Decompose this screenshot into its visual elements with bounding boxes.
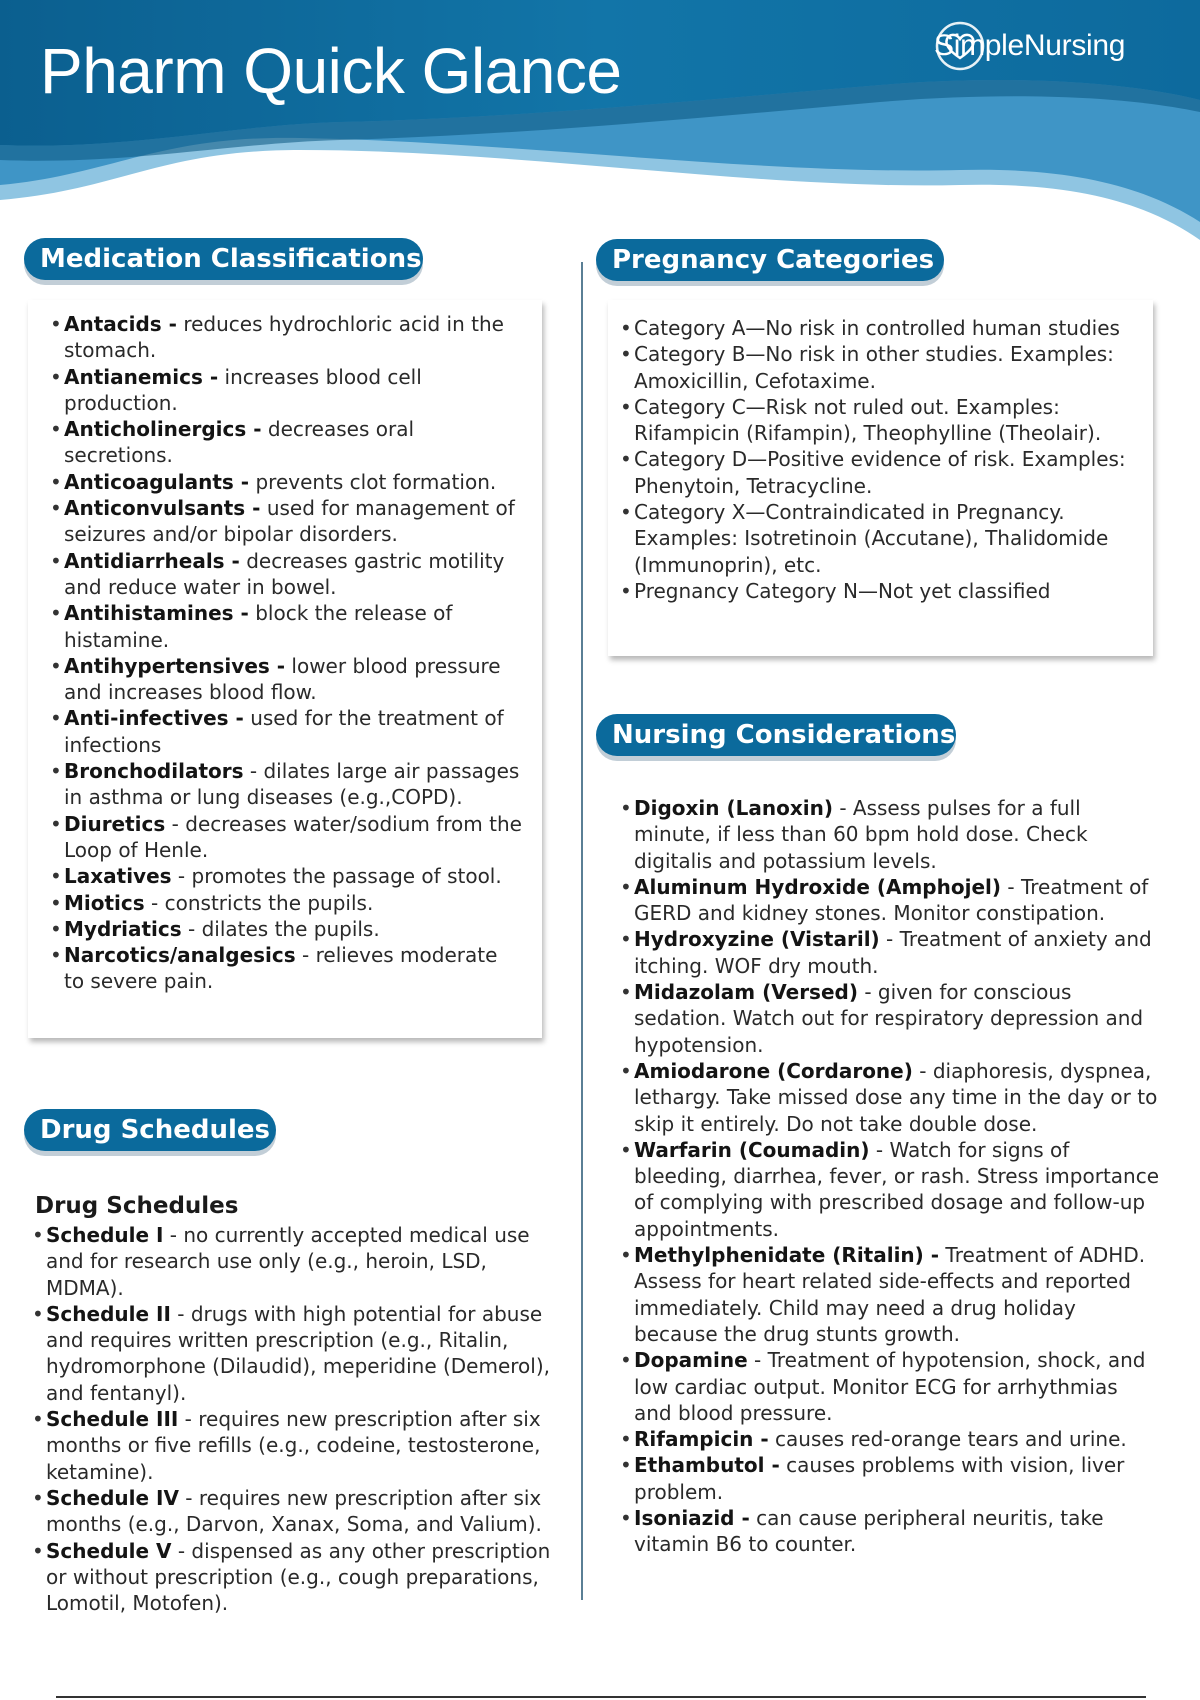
- drug-schedules-subheading: Drug Schedules: [35, 1193, 239, 1219]
- list-item: • Anticholinergics - decreases oral secretions.: [52, 416, 522, 469]
- list-item: • Bronchodilators - dilates large air passages in asthma or lung diseases (e.g.,COPD).: [52, 758, 522, 811]
- list-item: • Schedule V - dispensed as any other prescription or without prescription (e.g., cough preparations, Lomotil, Motofen).: [34, 1538, 566, 1617]
- list-item: • Dopamine - Treatment of hypotension, shock, and low cardiac output. Monitor ECG for arrhythmias and blood pressure.: [622, 1347, 1160, 1426]
- list-item: • Rifampicin - causes red-orange tears and urine.: [622, 1426, 1160, 1452]
- list-item: • Aluminum Hydroxide (Amphojel) - Treatment of GERD and kidney stones. Monitor constipation.: [622, 874, 1160, 927]
- drug-schedules-heading: Drug Schedules: [24, 1109, 276, 1151]
- list-item: • Isoniazid - can cause peripheral neuritis, take vitamin B6 to counter.: [622, 1505, 1160, 1558]
- medication-classifications-card: [28, 300, 542, 1038]
- list-item: • Warfarin (Coumadin) - Watch for signs of bleeding, diarrhea, fever, or rash. Stress importance of complying with prescribed dosage and follow-up appointments.: [622, 1137, 1160, 1242]
- nursing-considerations-list: [622, 795, 1160, 1558]
- list-item: • Schedule II - drugs with high potential for abuse and requires written prescription (e.g., Ritalin, hydromorphone (Dilaudid), meperidine (Demerol), and fentanyl).: [34, 1301, 566, 1406]
- drug-schedules-card: [28, 1170, 573, 1616]
- pregnancy-categories-list: [622, 315, 1148, 604]
- list-item: • Anticoagulants - prevents clot formation.: [52, 469, 522, 495]
- list-item: • Antianemics - increases blood cell production.: [52, 364, 522, 417]
- list-item: • Midazolam (Versed) - given for conscious sedation. Watch out for respiratory depression and hypotension.: [622, 979, 1160, 1058]
- page-header: [0, 0, 1200, 230]
- list-item: • Amiodarone (Cordarone) - diaphoresis, dyspnea, lethargy. Take missed dose any time in the day or to skip it entirely. Do not take double dose.: [622, 1058, 1160, 1137]
- nursing-considerations-card: [598, 775, 1170, 1600]
- list-item: • Schedule III - requires new prescription after six months or five refills (e.g., codeine, testosterone, ketamine).: [34, 1406, 566, 1485]
- list-item: • Category X—Contraindicated in Pregnancy. Examples: Isotretinoin (Accutane), Thalidomide (Immunoprin), etc.: [622, 499, 1148, 578]
- list-item: • Anti-infectives - used for the treatment of infections: [52, 705, 522, 758]
- list-item: • Antihypertensives - lower blood pressure and increases blood flow.: [52, 653, 522, 706]
- list-item: • Category C—Risk not ruled out. Examples: Rifampicin (Rifampin), Theophylline (Theolair).: [622, 394, 1148, 447]
- footer-rule: [56, 1696, 1146, 1698]
- pregnancy-categories-heading: Pregnancy Categories: [596, 239, 944, 281]
- list-item: • Narcotics/analgesics - relieves moderate to severe pain.: [52, 942, 522, 995]
- list-item: • Schedule I - no currently accepted medical use and for research use only (e.g., heroin, LSD, MDMA).: [34, 1222, 566, 1301]
- nursing-considerations-heading: Nursing Considerations: [596, 714, 956, 756]
- list-item: • Hydroxyzine (Vistaril) - Treatment of anxiety and itching. WOF dry mouth.: [622, 926, 1160, 979]
- list-item: • Antidiarrheals - decreases gastric motility and reduce water in bowel.: [52, 548, 522, 601]
- list-item: • Digoxin (Lanoxin) - Assess pulses for a full minute, if less than 60 bpm hold dose. Check digitalis and potassium levels.: [622, 795, 1160, 874]
- column-divider: [581, 262, 583, 1600]
- list-item: • Ethambutol - causes problems with vision, liver problem.: [622, 1452, 1160, 1505]
- drug-schedules-list: [34, 1222, 566, 1616]
- list-item: • Laxatives - promotes the passage of stool.: [52, 863, 522, 889]
- list-item: • Category B—No risk in other studies. Examples: Amoxicillin, Cefotaxime.: [622, 341, 1148, 394]
- heart-logo-icon: [934, 20, 986, 72]
- list-item: • Diuretics - decreases water/sodium from the Loop of Henle.: [52, 811, 522, 864]
- pregnancy-categories-card: [608, 300, 1153, 656]
- list-item: • Miotics - constricts the pupils.: [52, 890, 522, 916]
- list-item: • Antacids - reduces hydrochloric acid in the stomach.: [52, 311, 522, 364]
- page-title: Pharm Quick Glance: [40, 35, 622, 107]
- list-item: • Category A—No risk in controlled human studies: [622, 315, 1148, 341]
- medication-classifications-heading: Medication Classifications: [24, 238, 423, 280]
- brand-logo: [934, 20, 1125, 72]
- list-item: • Methylphenidate (Ritalin) - Treatment of ADHD. Assess for heart related side-effects and reported immediately. Child may need a drug holiday because the drug stunts growth.: [622, 1242, 1160, 1347]
- list-item: • Antihistamines - block the release of histamine.: [52, 600, 522, 653]
- list-item: • Category D—Positive evidence of risk. Examples: Phenytoin, Tetracycline.: [622, 446, 1148, 499]
- list-item: • Schedule IV - requires new prescription after six months (e.g., Darvon, Xanax, Soma, and Valium).: [34, 1485, 566, 1538]
- medication-classifications-list: [52, 311, 522, 995]
- list-item: • Anticonvulsants - used for management of seizures and/or bipolar disorders.: [52, 495, 522, 548]
- list-item: • Mydriatics - dilates the pupils.: [52, 916, 522, 942]
- list-item: • Pregnancy Category N—Not yet classified: [622, 578, 1148, 604]
- brand-name: SimpleNursing: [934, 29, 1126, 62]
